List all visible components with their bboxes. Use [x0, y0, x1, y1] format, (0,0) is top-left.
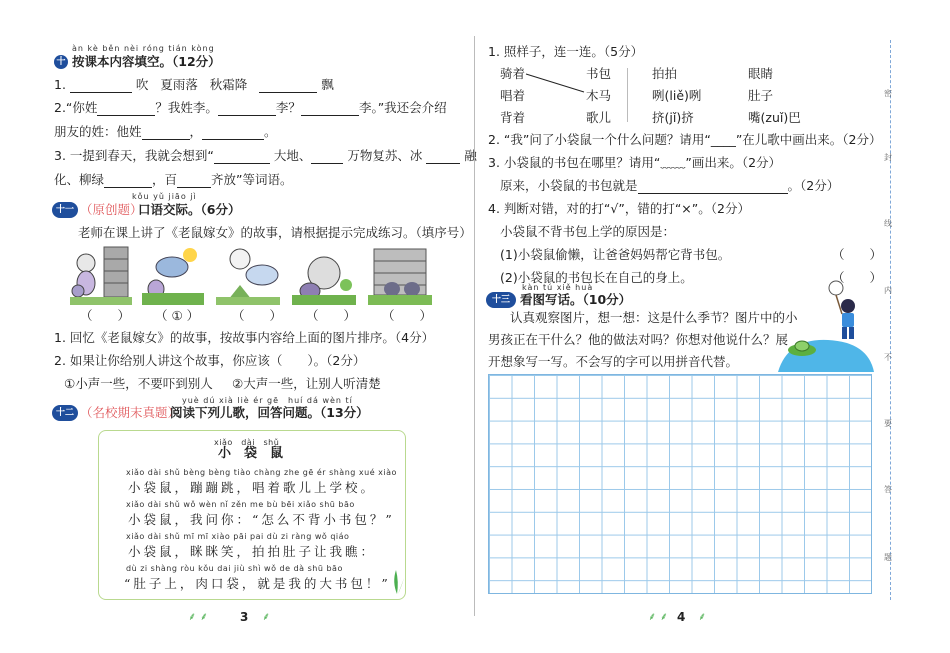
right-q4-option-1: (1)小袋鼠偷懒，让爸爸妈妈帮它背书包。 — [500, 247, 731, 262]
match-right-a-2: 咧(liě)咧 — [652, 88, 702, 103]
q2-text-b: ？我姓李。 — [155, 100, 218, 115]
q2-text-g: 。 — [264, 124, 277, 139]
q3-answer-suffix: 。（2分） — [787, 178, 840, 193]
sprout-icon: ⸙ — [262, 610, 271, 623]
q3-answer-prefix: 原来，小袋鼠的书包就是 — [500, 178, 638, 193]
example-match-line — [524, 70, 588, 96]
q1-number: 1. — [54, 77, 66, 92]
q2-blank-4[interactable] — [142, 127, 190, 140]
q2-blank-5[interactable] — [202, 127, 264, 140]
poem-line-3: 小袋鼠，眯眯笑，拍拍肚子让我瞧： — [128, 544, 377, 559]
sec11-tag: （原创题） — [80, 202, 143, 217]
right-q4-option-2: (2)小袋鼠的书包长在自己的身上。 — [500, 270, 693, 285]
q2-text-d: 李。”我还会介绍 — [358, 100, 447, 115]
poem-line-1: 小袋鼠，蹦蹦跳，唱着歌儿上学校。 — [128, 480, 377, 495]
match-left-b-1: 书包 — [586, 66, 612, 81]
sec13-heading — [520, 292, 631, 308]
match-left-a-2: 唱着 — [500, 88, 526, 103]
poem-line-2-pinyin: xiǎo dài shǔ wǒ wèn nǐ zěn me bù bēi xiǎo shū bāo — [126, 500, 355, 509]
q1-text-d: 秋霜降 — [209, 77, 248, 92]
sec13-number-badge: 十三 — [486, 292, 516, 308]
story-picture-1 — [70, 245, 132, 305]
q2-text-a: 2.“你姓 — [54, 100, 98, 115]
q3-blank-2[interactable] — [311, 151, 343, 164]
seal-line — [890, 40, 891, 600]
right-q1: 1. 照样子，连一连。（5分） — [488, 44, 644, 59]
match-left-a-3: 背着 — [500, 110, 526, 125]
sec12-title: 阅读下列儿歌，回答问题。 — [170, 405, 321, 420]
match-left-a-1: 骑着 — [500, 66, 526, 81]
sec10-q1 — [54, 77, 334, 93]
sec10-number-badge: 十 — [54, 55, 68, 69]
q3-blank-3[interactable] — [426, 151, 460, 164]
q2-blank-2[interactable] — [218, 103, 276, 116]
sec12-heading — [170, 405, 369, 421]
sec10-q2-line1 — [54, 100, 447, 116]
story-picture-5 — [368, 245, 432, 305]
sec11-heading — [138, 202, 240, 218]
page-number-3: 3 — [240, 610, 249, 624]
page-divider — [474, 36, 475, 616]
seal-char-8: 题 — [884, 553, 892, 562]
pic-answer-5[interactable]: （ ） — [382, 308, 433, 323]
sprout-icon: ⸙ ⸙ — [188, 610, 208, 623]
sec11-number-badge: 十一 — [52, 202, 78, 218]
sprout-icon: ⸙ ⸙ — [648, 610, 668, 623]
poem-line-2: 小袋鼠，我问你：“怎么不背小书包？” — [128, 512, 395, 527]
story-picture-2 — [142, 245, 204, 305]
sec11-intro: 老师在课上讲了《老鼠嫁女》的故事，请根据提示完成练习。（填序号） — [78, 225, 472, 240]
poem-line-4-pinyin: dù zi shàng ròu kǒu dai jiù shì wǒ de dà shū bāo — [126, 564, 343, 573]
pic-answer-4[interactable]: （ ） — [306, 308, 357, 323]
q2-text-f: ， — [189, 124, 203, 139]
q3-blank-1[interactable] — [214, 151, 270, 164]
pic-answer-2[interactable]: （ ① ） — [155, 308, 200, 323]
q2-text-e: 朋友的姓：他姓 — [54, 124, 142, 139]
sec12-score: （13分） — [320, 405, 369, 420]
story-picture-3 — [216, 245, 280, 305]
q3-text-a: 3. 一提到春天，我就会想到“ — [54, 148, 214, 163]
story-picture-4 — [292, 245, 356, 305]
q1-text-e: 飘 — [321, 77, 334, 92]
q4-option-2-answer[interactable]: （ ） — [832, 270, 883, 285]
sec11-option-1: ①小声一些，不要吓到别人 — [64, 376, 213, 391]
seal-char-3: 线 — [884, 219, 892, 228]
poem-line-3-pinyin: xiǎo dài shǔ mī mī xiào pāi pai dù zi ràng wǒ qiáo — [126, 532, 350, 541]
match-left-b-3: 歌儿 — [586, 110, 612, 125]
sec11-q2: 2. 如果让你给别人讲这个故事，你应该（ ）。（2分） — [54, 353, 366, 368]
sec12-number-badge: 十二 — [52, 405, 78, 421]
sec12-tag: （名校期末真题） — [80, 405, 181, 420]
q3-text-f: ，百 — [152, 172, 178, 187]
q2-text-c: 李？ — [275, 100, 301, 115]
q1-blank-2[interactable] — [259, 80, 317, 93]
sec10-score: （12分） — [172, 54, 221, 69]
sec11-pinyin: kǒu yǔ jiāo jì — [132, 192, 197, 201]
sec13-pinyin: kàn tú xiě huà — [522, 283, 594, 292]
q3-text-c: 万物复苏、冰 — [347, 148, 423, 163]
seal-char-6: 要 — [884, 419, 892, 428]
pic-answer-3[interactable]: （ ） — [232, 308, 283, 323]
match-column-divider — [627, 68, 628, 122]
seal-char-2: 封 — [884, 153, 892, 162]
writing-grid[interactable] — [488, 374, 872, 594]
sec11-score: （6分） — [200, 202, 241, 217]
q1-text-b: 吹 — [135, 77, 149, 92]
q3-blank-4[interactable] — [104, 175, 152, 188]
q3-blank-5[interactable] — [177, 175, 211, 188]
sec11-q1: 1. 回忆《老鼠嫁女》的故事，按故事内容给上面的图片排序。（4分） — [54, 330, 435, 345]
seal-char-1: 密 — [884, 89, 892, 98]
match-right-b-3: 嘴(zuǐ)巴 — [748, 110, 801, 125]
seal-char-7: 答 — [884, 485, 892, 494]
match-right-b-2: 肚子 — [748, 88, 774, 103]
right-q4-intro: 小袋鼠不背书包上学的原因是： — [500, 224, 676, 239]
right-q2: 2. “我”问了小袋鼠一个什么问题？请用“____”在儿歌中画出来。（2分） — [488, 132, 882, 147]
q3-answer-blank[interactable] — [638, 181, 788, 194]
match-right-a-3: 挤(jǐ)挤 — [652, 110, 694, 125]
seal-char-5: 不 — [884, 353, 892, 362]
q3-text-d: 融 — [464, 148, 477, 163]
sec10-q2-line2 — [54, 124, 277, 140]
poem-line-4: “肚子上，肉口袋，就是我的大书包！” — [124, 576, 391, 591]
sec13-paragraph-line-1: 认真观察图片，想一想：这是什么季节？图片中的小 — [510, 310, 798, 325]
q3-text-g: 齐放”等词语。 — [211, 172, 293, 187]
q3-text-e: 化、柳绿 — [54, 172, 105, 187]
boy-frog-illustration — [778, 280, 874, 372]
sec13-score: （10分） — [582, 292, 632, 307]
sec11-option-2: ②大声一些，让别人听清楚 — [232, 376, 381, 391]
sec10-q3-line2 — [54, 172, 293, 188]
sprout-icon: ⸙ — [698, 610, 707, 623]
q3-text-b: 大地、 — [273, 148, 312, 163]
page-number-4: 4 — [677, 610, 686, 624]
sec10-heading — [72, 54, 221, 70]
seal-char-4: 内 — [884, 286, 892, 295]
q2-blank-1[interactable] — [97, 103, 155, 116]
match-right-a-1: 拍拍 — [652, 66, 678, 81]
match-left-b-2: 木马 — [586, 88, 612, 103]
sec10-title: 按课本内容填空。 — [72, 54, 173, 69]
right-q3-answer — [500, 178, 839, 194]
poem-title: 小 袋 鼠 — [218, 446, 284, 461]
right-q4: 4. 判断对错，对的打“√”，错的打“×”。（2分） — [488, 201, 750, 216]
sec12-pinyin: yuè dú xià liè ér gē huí dá wèn tí — [182, 396, 353, 405]
q1-blank-1[interactable] — [70, 80, 132, 93]
sec11-title: 口语交际。 — [138, 202, 201, 217]
sec10-pinyin: àn kè běn nèi róng tián kòng — [72, 44, 215, 53]
right-q3: 3. 小袋鼠的书包在哪里？请用“﹏﹏”画出来。（2分） — [488, 155, 782, 170]
q2-blank-3[interactable] — [301, 103, 359, 116]
pic-answer-1[interactable]: （ ） — [80, 308, 131, 323]
sec13-paragraph-line-3: 开想象写一写。不会写的字可以用拼音代替。 — [488, 354, 739, 369]
match-right-b-1: 眼睛 — [748, 66, 774, 81]
q4-option-1-answer[interactable]: （ ） — [832, 247, 883, 262]
sec10-q3-line1 — [54, 148, 477, 164]
sec13-title: 看图写话。 — [520, 292, 583, 307]
q1-text-c: 夏雨落 — [160, 77, 198, 92]
poem-title-pinyin: xiǎo dài shǔ — [214, 438, 280, 447]
sec13-paragraph-line-2: 男孩正在干什么？他的做法对吗？你想对他说什么？展 — [488, 332, 789, 347]
grass-icon — [390, 570, 404, 598]
poem-line-1-pinyin: xiǎo dài shǔ bèng bèng tiào chàng zhe gē ér shàng xué xiào — [126, 468, 397, 477]
